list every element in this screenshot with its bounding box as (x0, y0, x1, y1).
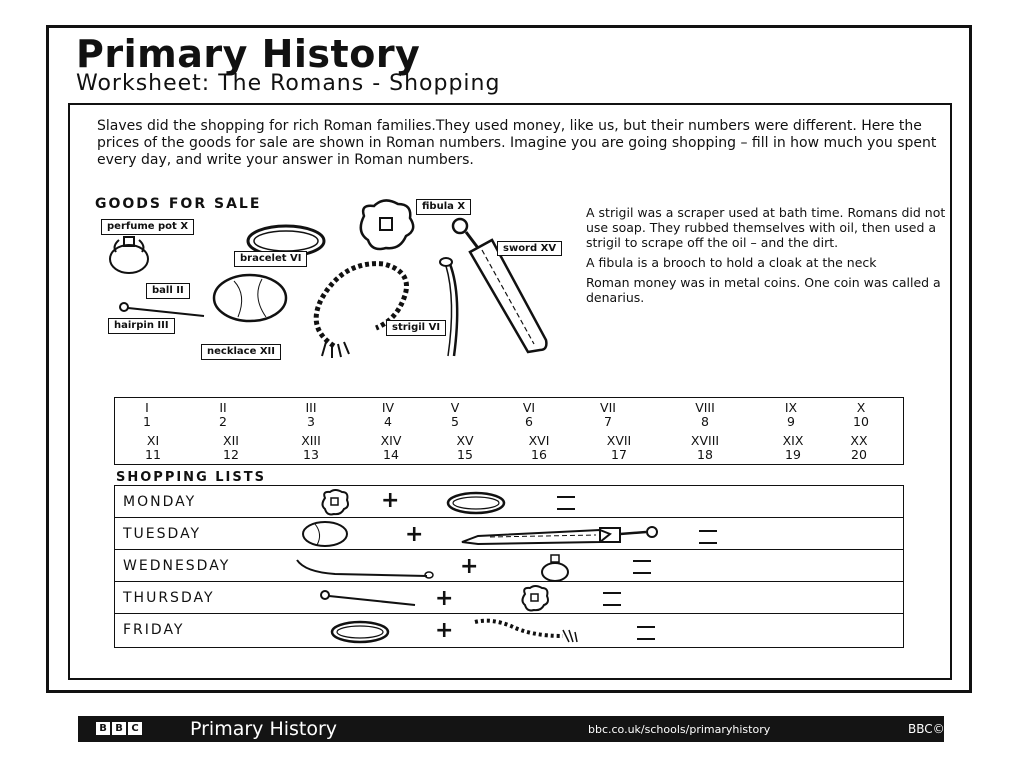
ball-icon (212, 273, 288, 323)
numeral-cell: V 5 (450, 400, 460, 429)
plus-icon: + (405, 522, 424, 547)
shopping-row-tuesday (115, 518, 903, 550)
equals-icon (633, 560, 651, 574)
ball-icon (301, 520, 349, 548)
numeral-cell: IX 9 (784, 400, 798, 429)
perfume-pot-label: perfume pot X (101, 219, 194, 235)
shopping-heading: SHOPPING LISTS (116, 470, 266, 485)
necklace-icon (304, 258, 414, 358)
note-fibula: A fibula is a brooch to hold a cloak at the neck (586, 255, 877, 270)
perfume-pot-icon (104, 232, 154, 274)
numeral-row (115, 434, 903, 466)
page-subtitle: Worksheet: The Romans - Shopping (76, 71, 501, 96)
bracelet-icon (445, 491, 507, 515)
numeral-cell: XIX 19 (782, 433, 804, 462)
day-label: TUESDAY (123, 526, 202, 542)
numeral-cell: XX 20 (850, 433, 868, 462)
numeral-cell: XII 12 (223, 433, 239, 462)
numeral-cell: XIII 13 (301, 433, 321, 462)
necklace-label: necklace XII (201, 344, 281, 360)
numeral-cell: XV 15 (456, 433, 474, 462)
numeral-cell: VII 7 (600, 400, 616, 429)
shopping-row-monday (115, 486, 903, 518)
numeral-cell: III 3 (305, 400, 317, 429)
shopping-row-friday (115, 614, 903, 646)
fibula-icon (354, 196, 420, 256)
plus-icon: + (435, 586, 454, 611)
fibula-icon (320, 488, 350, 516)
numeral-cell: XVI 16 (528, 433, 550, 462)
numeral-cell: VIII 8 (695, 400, 715, 429)
bracelet-icon (329, 620, 391, 644)
equals-icon (603, 592, 621, 606)
strigil-label: strigil VI (386, 320, 446, 336)
shopping-row-wednesday (115, 550, 903, 582)
plus-icon: + (381, 488, 400, 513)
numeral-cell: XVII 17 (606, 433, 632, 462)
notes (586, 205, 946, 310)
numeral-row (115, 401, 903, 433)
hairpin-icon (319, 589, 419, 609)
fibula-icon (520, 584, 550, 612)
equals-icon (699, 530, 717, 544)
intro-text: Slaves did the shopping for rich Roman families.They used money, like us, but their numbers were different. Here the prices of the goods for sale are shown in Roman numbers. Imagine you are going shopping – fill in how much you spent every day, and write your answer in Roman numbers. (97, 118, 937, 168)
footer-url[interactable]: bbc.co.uk/schools/primaryhistory (588, 723, 771, 736)
shopping-table (114, 485, 904, 648)
strigil-icon (295, 556, 435, 578)
ball-label: ball II (146, 283, 190, 299)
sword-icon (448, 214, 558, 364)
necklace-icon (471, 616, 583, 646)
numeral-cell: XI 11 (145, 433, 161, 462)
shopping-row-thursday (115, 582, 903, 614)
plus-icon: + (460, 554, 479, 579)
note-money: Roman money was in metal coins. One coin was called a denarius. (586, 275, 941, 305)
numeral-cell: XVIII 18 (690, 433, 720, 462)
day-label: MONDAY (123, 494, 197, 510)
numeral-cell: XIV 14 (380, 433, 402, 462)
footer-bar (78, 716, 976, 742)
sword-label: sword XV (497, 241, 562, 256)
page-title: Primary History (76, 32, 421, 76)
numeral-cell: I 1 (143, 400, 151, 429)
plus-icon: + (435, 618, 454, 643)
bracelet-label: bracelet VI (234, 251, 307, 267)
day-label: THURSDAY (123, 590, 215, 606)
day-label: FRIDAY (123, 622, 185, 638)
bbc-logo: B B C (96, 722, 142, 735)
numeral-cell: X 10 (853, 400, 869, 429)
footer-title: Primary History (190, 718, 338, 740)
equals-icon (637, 626, 655, 640)
hairpin-label: hairpin III (108, 318, 175, 334)
numeral-cell: II 2 (219, 400, 227, 429)
note-strigil: A strigil was a scraper used at bath time. Romans did not use soap. They rubbed themselves with oil, then used a strigil to scrape off the oil – and the dirt. (586, 205, 946, 250)
sword-icon (460, 522, 660, 548)
footer-copyright: BBC©2009 (908, 722, 976, 736)
numeral-cell: IV 4 (381, 400, 395, 429)
numeral-table (114, 397, 904, 465)
goods-heading: GOODS FOR SALE (95, 196, 262, 212)
day-label: WEDNESDAY (123, 558, 231, 574)
equals-icon (557, 496, 575, 510)
numeral-cell: VI 6 (522, 400, 536, 429)
fibula-label: fibula X (416, 199, 471, 215)
perfume-pot-icon (539, 552, 571, 582)
